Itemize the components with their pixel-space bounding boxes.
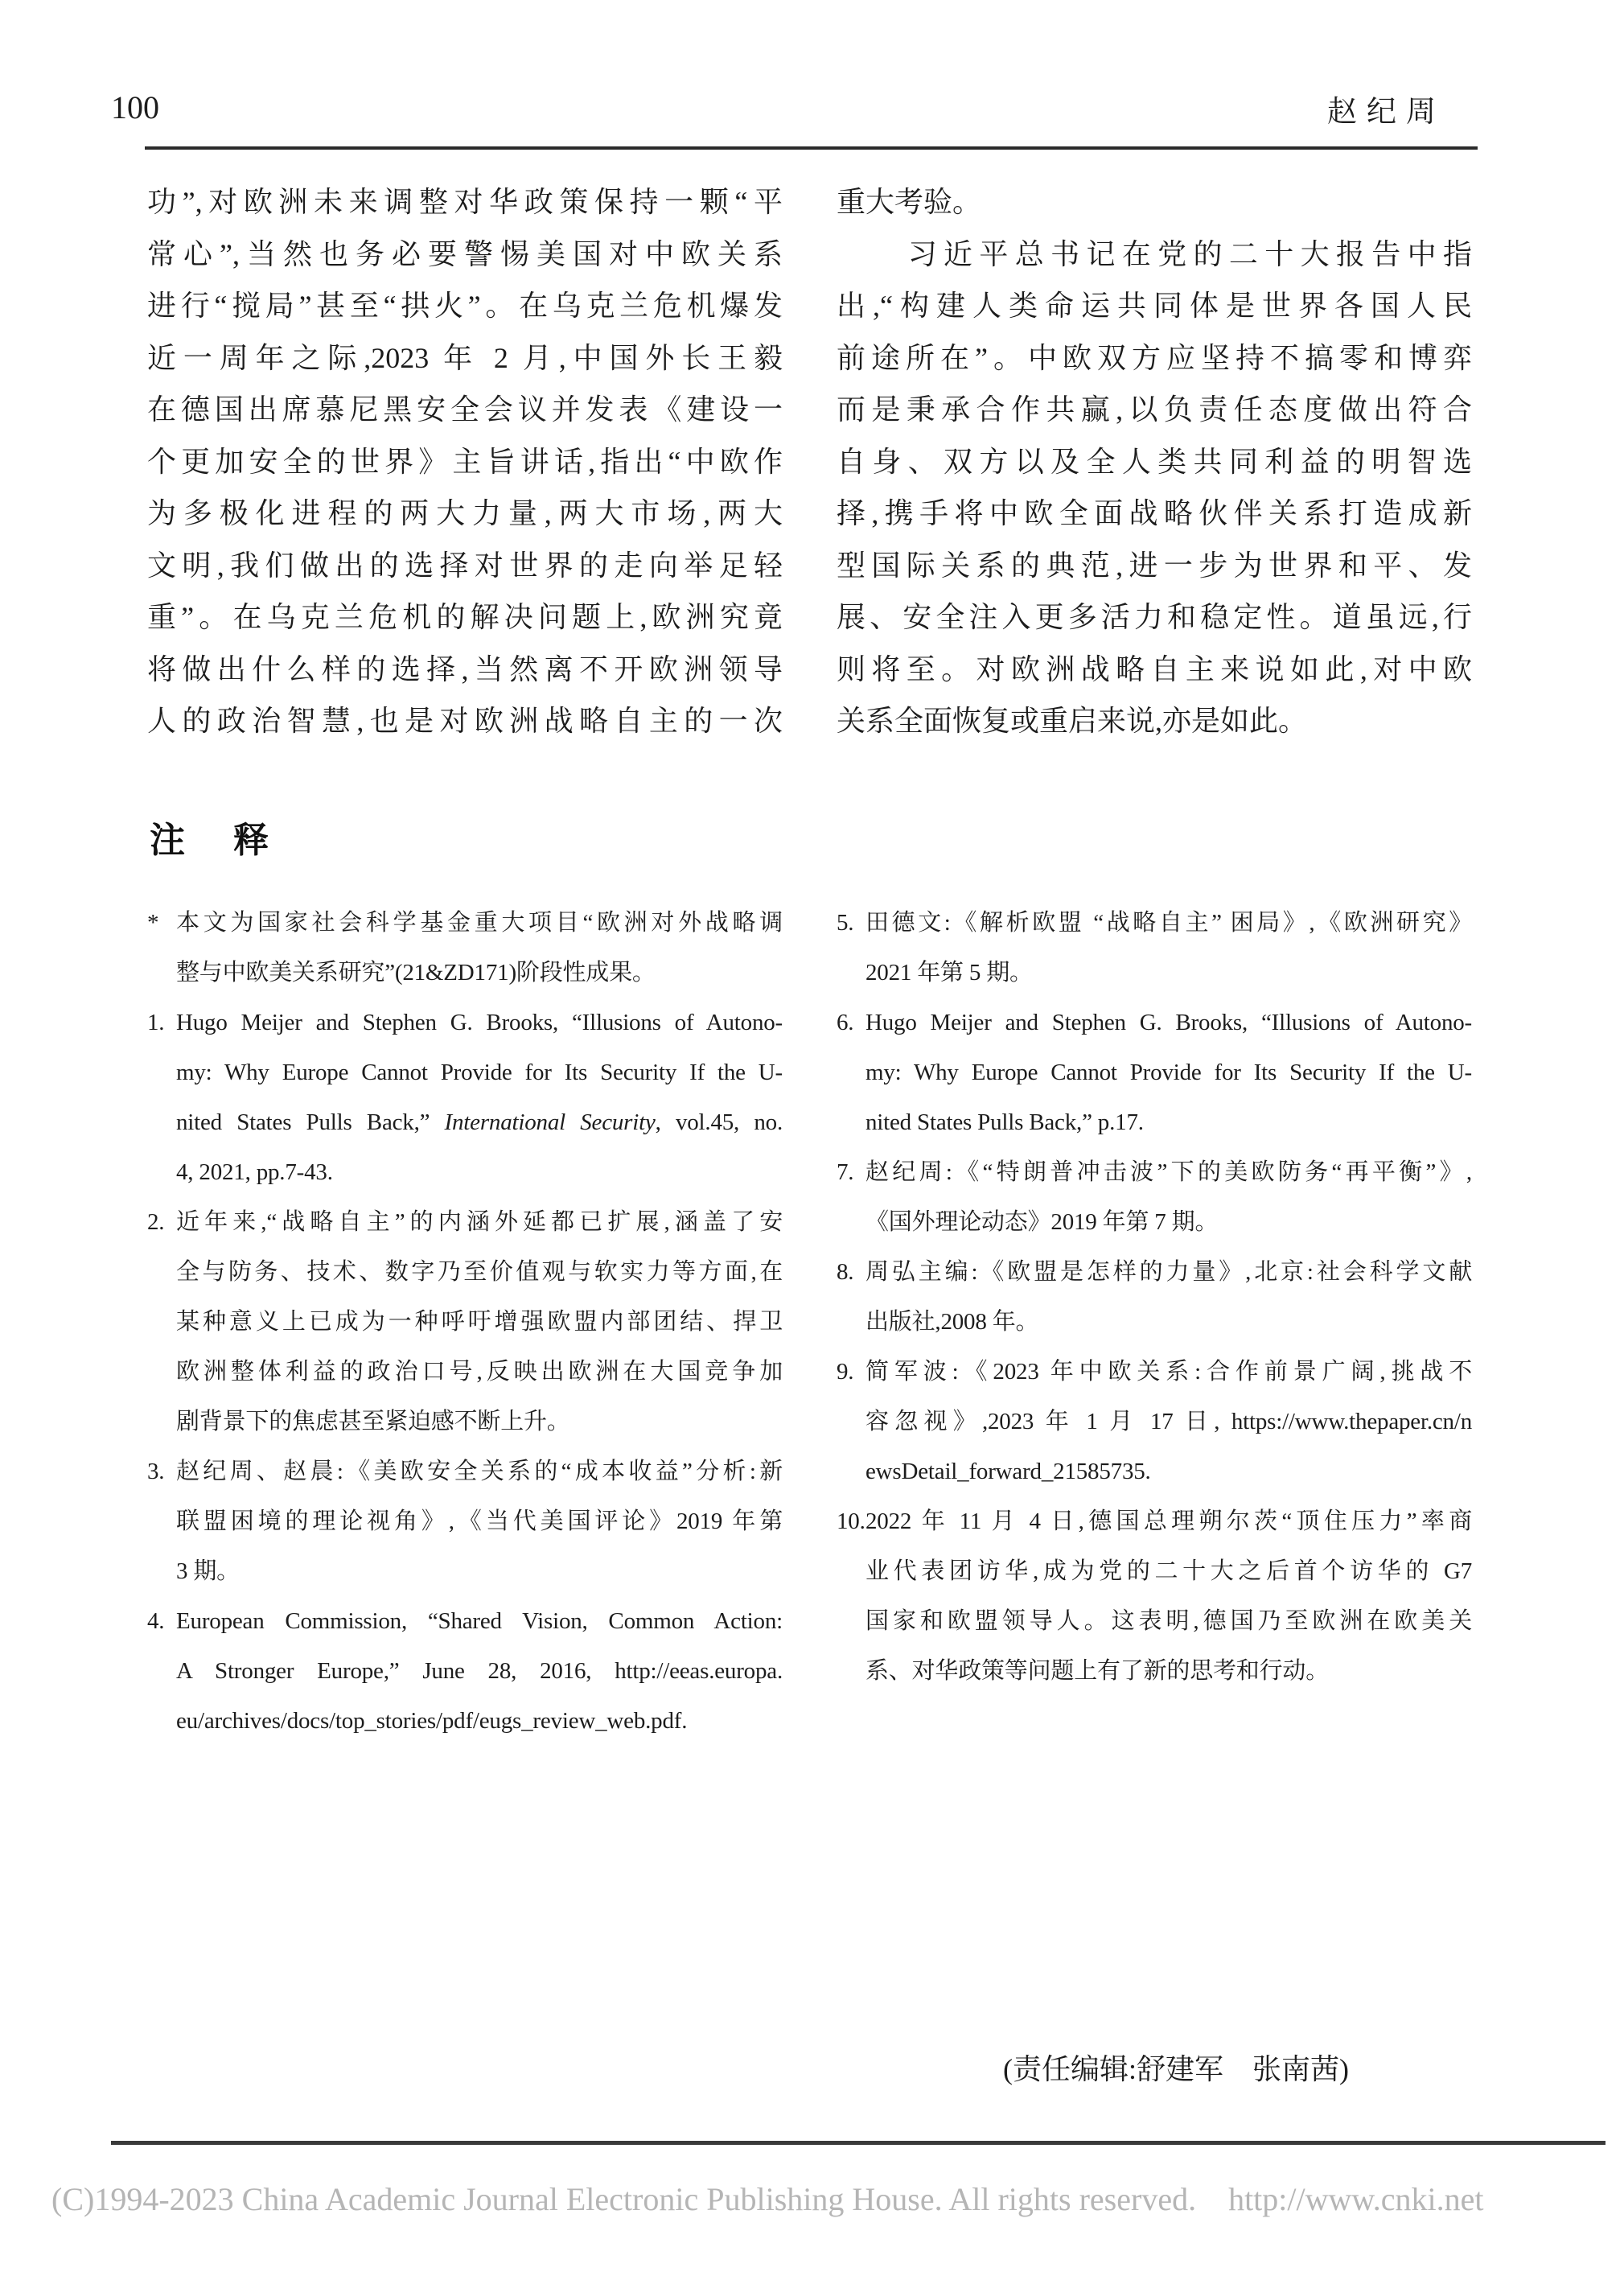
text-line [865, 1047, 1472, 1097]
text-line [865, 1596, 1472, 1646]
text-segment: 赵纪周、赵晨:《美欧安全关系的“成本收益”分析:新 [176, 1459, 783, 1484]
text-line [865, 1496, 1472, 1546]
text-segment: Hugo Meijer and Stephen G. Brooks, “Illusions of Autono- [865, 1010, 1472, 1035]
footnote [837, 1147, 1472, 1247]
paragraph [837, 176, 1472, 228]
text-segment: 进行“搅局”甚至“拱火”。在乌克兰危机爆发 [147, 290, 783, 322]
running-head-author: 赵纪周 [1327, 96, 1445, 129]
footnote [837, 1496, 1472, 1696]
text-line [837, 644, 1472, 696]
text-segment: 系、对华政策等问题上有了新的思考和行动。 [865, 1658, 1330, 1684]
text-line [147, 644, 783, 696]
text-line [837, 228, 1472, 281]
paragraph [147, 176, 783, 747]
text-segment: 联盟困境的理论视角》,《当代美国评论》2019 年第 [176, 1508, 783, 1534]
footnote-marker: * [147, 910, 159, 936]
footnote-marker: 6. [837, 1010, 854, 1035]
footnote-marker: 4. [147, 1608, 165, 1634]
text-line [865, 1097, 1472, 1147]
text-segment: 某种意义上已成为一种呼吁增强欧盟内部团结、捍卫 [176, 1309, 783, 1335]
text-line [176, 1247, 783, 1297]
text-segment: 出,“构建人类命运共同体是世界各国人民 [837, 290, 1472, 322]
text-line [865, 1147, 1472, 1197]
text-line [176, 1447, 783, 1496]
footnote-marker: 1. [147, 1010, 165, 1035]
text-segment: 国家和欧盟领导人。这表明,德国乃至欧洲在欧美关 [865, 1608, 1472, 1634]
text-segment: 习近平总书记在党的二十大报告中指 [837, 237, 1472, 270]
footnote-body [865, 1247, 1472, 1347]
text-segment: 人的政治智慧,也是对欧洲战略自主的一次 [147, 705, 783, 737]
text-segment: 个更加安全的世界》主旨讲话,指出“中欧作 [147, 445, 783, 478]
text-line [147, 436, 783, 488]
notes-column-left [147, 898, 783, 1746]
text-line [147, 540, 783, 592]
text-line [865, 898, 1472, 948]
text-segment: 本文为国家社会科学基金重大项目“欧洲对外战略调 [176, 910, 783, 936]
text-line [865, 1347, 1472, 1397]
text-segment: my: Why Europe Cannot Provide for Its Security If the U- [176, 1060, 783, 1085]
text-segment: 择,携手将中欧全面战略伙伴关系打造成新 [837, 497, 1472, 529]
footnote [147, 1197, 783, 1447]
text-segment: A Stronger Europe,” June 28, 2016, http://eeas.europa. [176, 1658, 783, 1684]
text-segment: 文明,我们做出的选择对世界的走向举足轻 [147, 549, 783, 582]
text-segment: my: Why Europe Cannot Provide for Its Security If the U- [865, 1060, 1472, 1085]
text-line [147, 591, 783, 644]
footer-rule [111, 2141, 1605, 2145]
text-segment: 业代表团访华,成为党的二十大之后首个访华的 G7 [865, 1558, 1472, 1584]
text-line [837, 488, 1472, 540]
text-segment: 4, 2021, pp.7-43. [176, 1159, 333, 1185]
text-segment: 欧洲整体利益的政治口号,反映出欧洲在大国竞争加 [176, 1359, 783, 1385]
footnote-body [865, 1496, 1472, 1696]
text-line [176, 1696, 783, 1746]
text-segment: 将做出什么样的选择,当然离不开欧洲领导 [147, 652, 783, 685]
footnote [837, 998, 1472, 1147]
text-segment: 周弘主编:《欧盟是怎样的力量》,北京:社会科学文献 [865, 1259, 1472, 1285]
text-segment: 田德文:《解析欧盟 “战略自主” 困局》,《欧洲研究》 [865, 910, 1472, 936]
footnote-body [865, 1347, 1472, 1496]
footnote-marker: 10. [837, 1508, 865, 1534]
text-line [837, 280, 1472, 332]
body-text [147, 176, 1478, 747]
text-line [176, 1546, 783, 1596]
text-segment: ewsDetail_forward_21585735. [865, 1459, 1151, 1484]
footnote-body [176, 898, 783, 998]
paragraph [837, 228, 1472, 747]
text-segment: 3 期。 [176, 1558, 240, 1584]
footnote [147, 898, 783, 998]
text-segment: 容忽视》,2023 年 1 月 17 日, https://www.thepaper.cn/n [865, 1409, 1472, 1434]
responsible-editor-line: (责任编辑:舒建军 张南茜) [1003, 2053, 1349, 2085]
text-segment: 赵纪周:《“特朗普冲击波”下的美欧防务“再平衡”》, [865, 1159, 1472, 1185]
text-line [865, 1546, 1472, 1596]
footnote-body [176, 1596, 783, 1746]
text-segment: 剧背景下的焦虑甚至紧迫感不断上升。 [176, 1409, 570, 1434]
footnote-body [865, 1147, 1472, 1247]
text-line [865, 1646, 1472, 1696]
text-line [176, 1496, 783, 1546]
text-line [147, 332, 783, 385]
text-segment: 而是秉承合作共赢,以负责任态度做出符合 [837, 393, 1472, 426]
text-segment: 2021 年第 5 期。 [865, 960, 1033, 986]
text-line [176, 1297, 783, 1347]
footnote [837, 898, 1472, 998]
footnote-body [176, 998, 783, 1197]
text-segment: 2022 年 11 月 4 日,德国总理朔尔茨“顶住压力”率商 [865, 1508, 1472, 1534]
text-line [147, 695, 783, 747]
text-segment: 重大考验。 [837, 186, 982, 218]
text-line [176, 898, 783, 948]
text-line [837, 384, 1472, 436]
text-column-left [147, 176, 783, 747]
text-line [837, 540, 1472, 592]
footnote [837, 1247, 1472, 1347]
text-segment: 《国外理论动态》2019 年第 7 期。 [865, 1209, 1219, 1235]
footnote-marker: 7. [837, 1159, 854, 1185]
text-line [865, 948, 1472, 998]
text-line [865, 1447, 1472, 1496]
footnote [147, 998, 783, 1197]
text-line [176, 998, 783, 1047]
text-segment: European Commission, “Shared Vision, Common Action: [176, 1608, 783, 1634]
copyright-watermark: (C)1994-2023 China Academic Journal Electronic Publishing House. All rights reserved. http://www.cnki.net [51, 2181, 1484, 2217]
text-line [837, 695, 1472, 747]
text-line [837, 176, 1472, 228]
footnote-body [176, 1197, 783, 1447]
text-segment: 出版社,2008 年。 [865, 1309, 1039, 1335]
text-segment: 全与防务、技术、数字乃至价值观与软实力等方面,在 [176, 1259, 783, 1285]
text-line [837, 436, 1472, 488]
footnote [147, 1596, 783, 1746]
text-line [176, 1397, 783, 1447]
footnote-body [865, 998, 1472, 1147]
page-number: 100 [111, 89, 159, 126]
text-column-right [837, 176, 1472, 747]
notes-section-title: 注 释 [150, 821, 275, 860]
notes-column-right [837, 898, 1472, 1696]
text-segment: 常心”,当然也务必要警惕美国对中欧关系 [147, 237, 783, 270]
footnote [837, 1347, 1472, 1496]
text-segment: 为多极化进程的两大力量,两大市场,两大 [147, 497, 783, 529]
text-segment: 简军波:《2023 年中欧关系:合作前景广阔,挑战不 [865, 1359, 1472, 1385]
text-line [176, 1047, 783, 1097]
text-line [837, 591, 1472, 644]
text-line [147, 384, 783, 436]
footnote-body [865, 898, 1472, 998]
footnote-marker: 8. [837, 1259, 854, 1285]
text-line [147, 228, 783, 281]
text-line [176, 948, 783, 998]
text-line [865, 1247, 1472, 1297]
text-line [147, 488, 783, 540]
text-line [176, 1596, 783, 1646]
text-segment: International Security [444, 1109, 656, 1135]
text-line [837, 332, 1472, 385]
text-segment: Hugo Meijer and Stephen G. Brooks, “Illusions of Autono- [176, 1010, 783, 1035]
text-line [147, 280, 783, 332]
text-line [176, 1646, 783, 1696]
text-segment: 型国际关系的典范,进一步为世界和平、发 [837, 549, 1472, 582]
text-line [865, 1197, 1472, 1247]
text-line [176, 1097, 783, 1147]
footnote-marker: 9. [837, 1359, 854, 1385]
text-segment: 则将至。对欧洲战略自主来说如此,对中欧 [837, 652, 1472, 685]
text-segment: 前途所在”。中欧双方应坚持不搞零和博弈 [837, 341, 1472, 374]
text-segment: 展、安全注入更多活力和稳定性。道虽远,行 [837, 601, 1472, 633]
text-segment: 自身、双方以及全人类共同利益的明智选 [837, 445, 1472, 478]
footnote-marker: 2. [147, 1209, 165, 1235]
text-line [865, 1397, 1472, 1447]
text-segment: 功”,对欧洲未来调整对华政策保持一颗“平 [147, 186, 783, 218]
text-segment: 在德国出席慕尼黑安全会议并发表《建设一 [147, 393, 783, 426]
text-segment: , vol.45, no. [655, 1109, 783, 1135]
text-segment: nited States Pulls Back,” p.17. [865, 1109, 1144, 1135]
text-segment: 关系全面恢复或重启来说,亦是如此。 [837, 705, 1308, 737]
text-line [147, 176, 783, 228]
text-segment: 整与中欧美关系研究”(21&ZD171)阶段性成果。 [176, 960, 656, 986]
footnote [147, 1447, 783, 1596]
text-line [865, 998, 1472, 1047]
text-segment: 近年来,“战略自主”的内涵外延都已扩展,涵盖了安 [176, 1209, 783, 1235]
text-segment: eu/archives/docs/top_stories/pdf/eugs_review_web.pdf. [176, 1708, 688, 1734]
text-line [176, 1147, 783, 1197]
text-segment: 近一周年之际,2023 年 2 月,中国外长王毅 [147, 341, 783, 374]
footnote-marker: 3. [147, 1459, 165, 1484]
text-line [176, 1197, 783, 1247]
text-segment: nited States Pulls Back,” [176, 1109, 445, 1135]
footnote-marker: 5. [837, 910, 854, 936]
text-segment: 重”。在乌克兰危机的解决问题上,欧洲究竟 [147, 601, 783, 633]
text-line [176, 1347, 783, 1397]
header-rule [145, 146, 1478, 150]
text-line [865, 1297, 1472, 1347]
footnote-body [176, 1447, 783, 1596]
